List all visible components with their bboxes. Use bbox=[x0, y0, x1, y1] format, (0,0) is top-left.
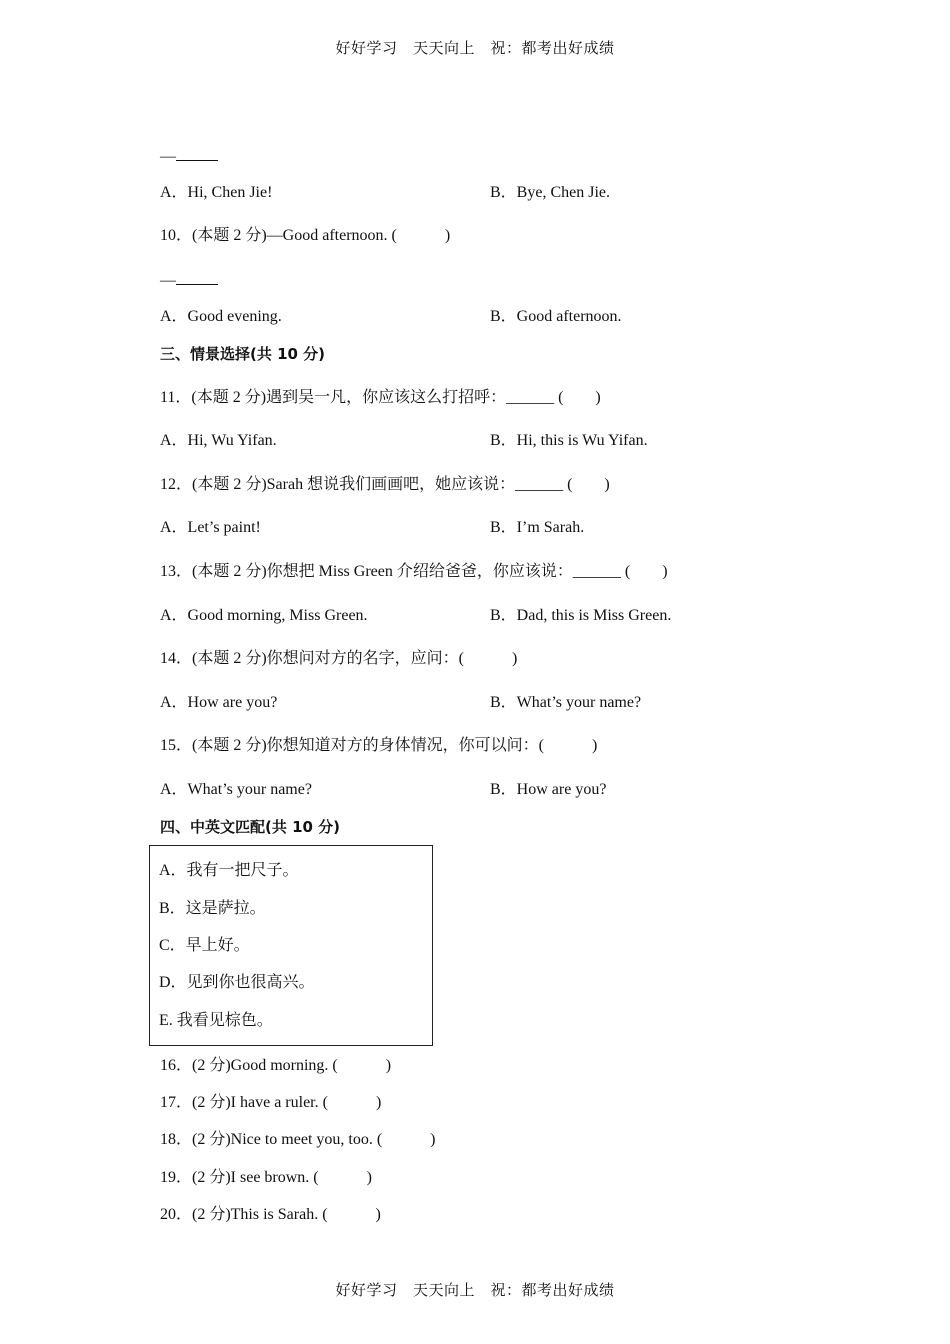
answer-blank[interactable] bbox=[176, 146, 218, 161]
q9-option-b[interactable]: B．Bye, Chen Jie. bbox=[490, 184, 610, 201]
reply-dash: — bbox=[160, 148, 176, 165]
q15-stem: 15．(本题 2 分)你想知道对方的身体情况，你可以问：( ) bbox=[160, 737, 598, 754]
q17-stem: 17．(2 分)I have a ruler. ( ) bbox=[160, 1094, 382, 1111]
section-3-title: 三、情景选择(共 10 分) bbox=[160, 345, 326, 363]
q10-option-a[interactable]: A．Good evening. bbox=[160, 308, 282, 325]
q12-stem: 12．(本题 2 分)Sarah 想说我们画画吧，她应该说：______ ( ) bbox=[160, 476, 610, 493]
section-4-title: 四、中英文匹配(共 10 分) bbox=[160, 818, 341, 836]
q15-option-a[interactable]: A．What’s your name? bbox=[160, 781, 312, 798]
match-option-a: A．我有一把尺子。 bbox=[159, 862, 299, 879]
match-option-b: B．这是萨拉。 bbox=[159, 900, 266, 917]
matching-options-box bbox=[149, 845, 433, 1046]
page-footer: 好好学习 天天向上 祝：都考出好成绩 bbox=[335, 1281, 615, 1299]
q11-option-b[interactable]: B．Hi, this is Wu Yifan. bbox=[490, 432, 648, 449]
q11-stem: 11．(本题 2 分)遇到吴一凡，你应该这么打招呼：______ ( ) bbox=[160, 389, 601, 406]
match-option-d: D．见到你也很高兴。 bbox=[159, 974, 315, 991]
q14-option-b[interactable]: B．What’s your name? bbox=[490, 694, 642, 711]
q18-stem: 18．(2 分)Nice to meet you, too. ( ) bbox=[160, 1131, 436, 1148]
page-header: 好好学习 天天向上 祝：都考出好成绩 bbox=[335, 39, 615, 57]
q15-option-b[interactable]: B．How are you? bbox=[490, 781, 607, 798]
match-option-e: E. 我看见棕色。 bbox=[159, 1012, 273, 1029]
q12-option-b[interactable]: B．I’m Sarah. bbox=[490, 519, 585, 536]
answer-blank[interactable] bbox=[176, 270, 218, 285]
reply-blank-line bbox=[160, 270, 218, 291]
q20-stem: 20．(2 分)This is Sarah. ( ) bbox=[160, 1206, 381, 1223]
q16-stem: 16．(2 分)Good morning. ( ) bbox=[160, 1057, 392, 1074]
q14-option-a[interactable]: A．How are you? bbox=[160, 694, 278, 711]
match-option-c: C．早上好。 bbox=[159, 937, 250, 954]
q13-option-a[interactable]: A．Good morning, Miss Green. bbox=[160, 607, 368, 624]
q10-option-b[interactable]: B．Good afternoon. bbox=[490, 308, 622, 325]
q14-stem: 14．(本题 2 分)你想问对方的名字，应问：( ) bbox=[160, 650, 518, 667]
reply-blank-line bbox=[160, 146, 218, 167]
q13-stem: 13．(本题 2 分)你想把 Miss Green 介绍给爸爸，你应该说：______ ( ) bbox=[160, 563, 668, 580]
q19-stem: 19．(2 分)I see brown. ( ) bbox=[160, 1169, 372, 1186]
reply-dash: — bbox=[160, 272, 176, 289]
q10-stem: 10．(本题 2 分)—Good afternoon. ( ) bbox=[160, 227, 451, 244]
q13-option-b[interactable]: B．Dad, this is Miss Green. bbox=[490, 607, 672, 624]
q9-option-a[interactable]: A．Hi, Chen Jie! bbox=[160, 184, 273, 201]
q11-option-a[interactable]: A．Hi, Wu Yifan. bbox=[160, 432, 277, 449]
q12-option-a[interactable]: A．Let’s paint! bbox=[160, 519, 261, 536]
